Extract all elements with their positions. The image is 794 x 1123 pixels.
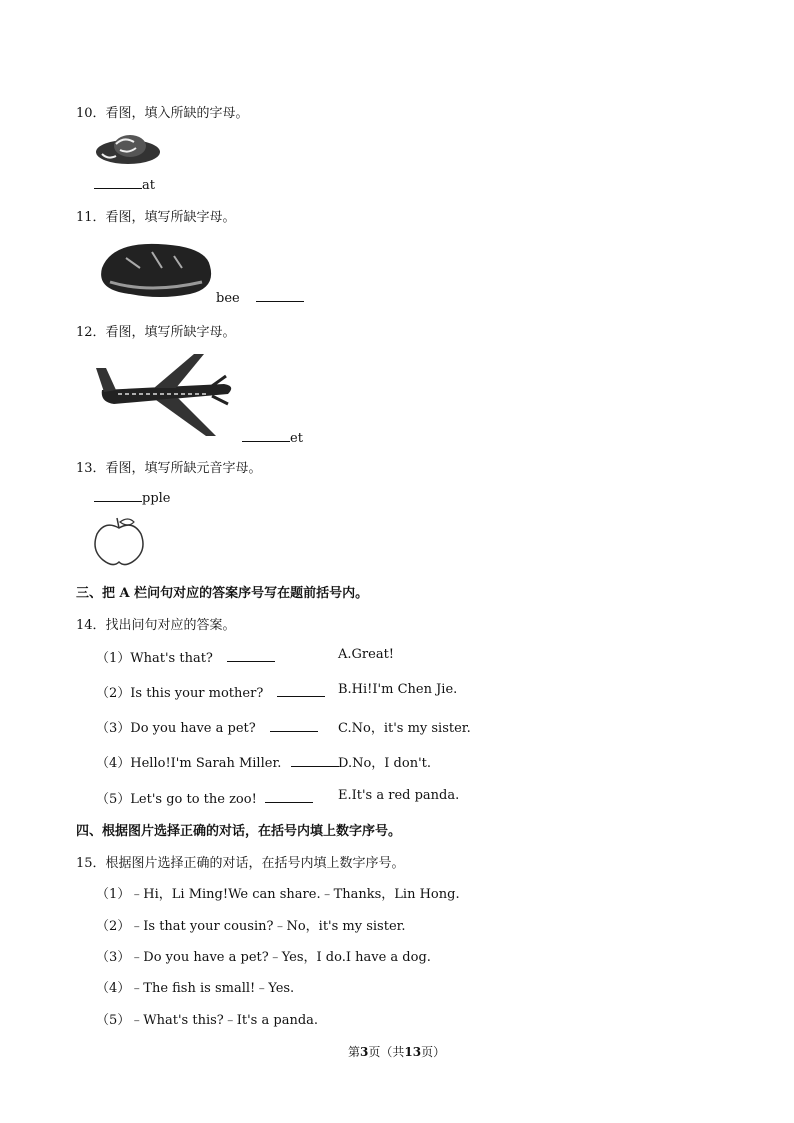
dialogue-item-3: （3）﹣Do you have a pet?﹣Yes，I do.I have a dog. [96, 950, 431, 965]
matching-answer-e: E.It's a red panda. [338, 788, 460, 803]
section-3-title: 三、把 A 栏问句对应的答案序号写在题前括号内。 [76, 586, 369, 601]
airplane-image [94, 350, 240, 440]
question-11-stem: 11．看图，填写所缺字母。 [76, 210, 236, 225]
question-10-answer: at [94, 176, 155, 193]
blank-field[interactable] [256, 289, 304, 302]
page-footer: 第3页（共13页） [348, 1045, 446, 1059]
question-13-stem: 13．看图，填写所缺元音字母。 [76, 461, 262, 476]
blank-field[interactable] [270, 719, 318, 732]
page-total: 13 [404, 1045, 422, 1059]
matching-question-4: （4）Hello!I'm Sarah Miller. [96, 752, 339, 771]
blank-field[interactable] [94, 176, 142, 189]
dialogue-item-4: （4）﹣The fish is small!﹣Yes. [96, 981, 295, 996]
question-15-stem: 15．根据图片选择正确的对话，在括号内填上数字序号。 [76, 856, 405, 871]
matching-answer-a: A.Great! [338, 647, 395, 662]
blank-field[interactable] [242, 429, 290, 442]
dialogue-item-1: （1）﹣Hi，Li Ming!We can share.﹣Thanks，Lin Hong. [96, 887, 460, 902]
question-12-answer: et [242, 429, 303, 446]
matching-question-2: （2）Is this your mother? [96, 682, 325, 701]
matching-answer-d: D.No，I don't. [338, 756, 432, 771]
question-10-stem: 10．看图，填入所缺的字母。 [76, 106, 249, 121]
page-number: 3 [360, 1045, 369, 1059]
blank-field[interactable] [227, 649, 275, 662]
dialogue-item-5: （5）﹣What's this?﹣It's a panda. [96, 1013, 319, 1028]
section-4-title: 四、根据图片选择正确的对话，在括号内填上数字序号。 [76, 824, 402, 839]
apple-image [92, 514, 146, 566]
hat-image [94, 130, 166, 168]
matching-question-3: （3）Do you have a pet? [96, 717, 318, 736]
bread-image [96, 238, 214, 300]
question-13-answer: pple [94, 489, 171, 506]
question-12-stem: 12．看图，填写所缺字母。 [76, 325, 236, 340]
question-11-answer: bee [216, 289, 304, 306]
matching-question-1: （1）What's that? [96, 647, 275, 666]
dialogue-item-2: （2）﹣Is that your cousin?﹣No，it's my sister. [96, 919, 406, 934]
question-14-stem: 14．找出问句对应的答案。 [76, 618, 236, 633]
blank-field[interactable] [277, 684, 325, 697]
matching-answer-c: C.No，it's my sister. [338, 721, 471, 736]
matching-question-5: （5）Let's go to the zoo! [96, 788, 313, 807]
matching-answer-b: B.Hi!I'm Chen Jie. [338, 682, 458, 697]
blank-field[interactable] [94, 489, 142, 502]
blank-field[interactable] [265, 790, 313, 803]
blank-field[interactable] [291, 754, 339, 767]
